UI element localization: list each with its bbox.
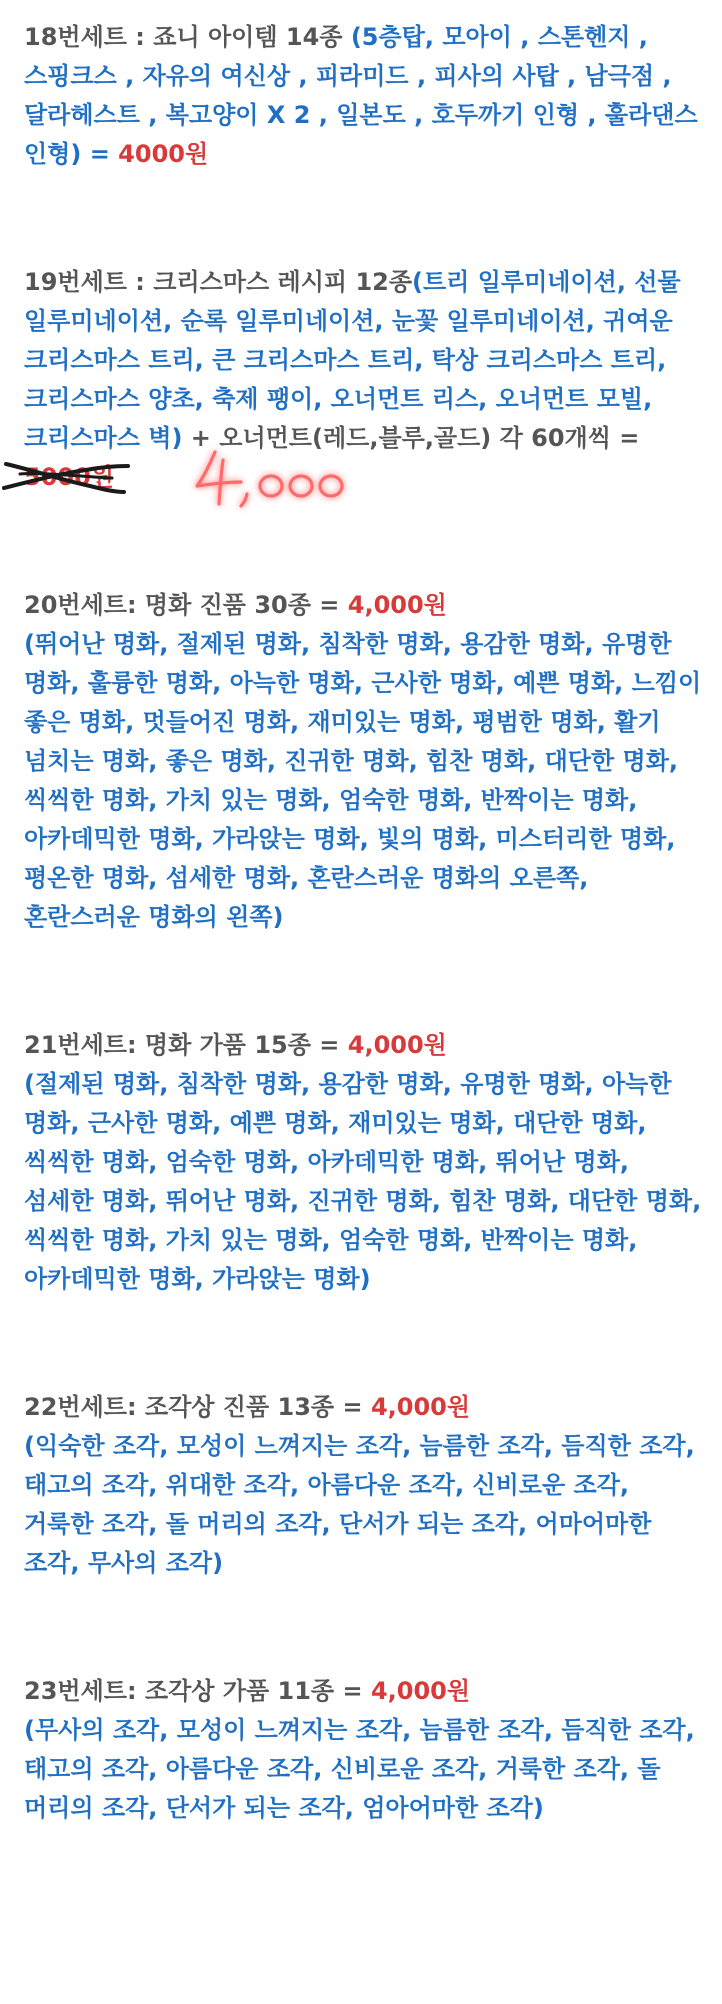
- set-22-items: (익숙한 조각, 모성이 느껴지는 조각, 늠름한 조각, 듬직한 조각, 태고의 조각, 위대한 조각, 아름다운 조각, 신비로운 조각, 거룩한 조각, 돌 머리의 조각, 단서가 되는 조각, 어마어마한 조각, 무사의 조각): [24, 1432, 695, 1577]
- set-23-header: 23번세트: 조각상 가품 11종 =: [24, 1677, 371, 1705]
- set-22-price: 4,000원: [370, 1393, 471, 1421]
- set-18-items: (5층탑, 모아이 , 스톤헨지 , 스핑크스 , 자유의 여신상 , 피라미드 , 피사의 사탑 , 남극점 , 달라헤스트 , 복고양이 X 2 , 일본도 , 호두까기 인형 , 훌라댄스 인형) =: [24, 23, 698, 168]
- set-18: [24, 18, 704, 174]
- set-22: [24, 1388, 704, 1583]
- set-22-header: 22번세트: 조각상 진품 13종 =: [24, 1393, 371, 1421]
- set-18-price: 4000원: [118, 140, 209, 168]
- set-23: [24, 1672, 704, 1828]
- set-19: [24, 263, 704, 497]
- set-20: [24, 586, 704, 937]
- set-21-header: 21번세트: 명화 가품 15종 =: [24, 1031, 348, 1059]
- set-19-price-wrap: [24, 458, 114, 497]
- set-22-title: [24, 1388, 704, 1427]
- set-19-text: [24, 263, 704, 497]
- set-20-items: (뛰어난 명화, 절제된 명화, 침착한 명화, 용감한 명화, 유명한 명화, 훌륭한 명화, 아늑한 명화, 근사한 명화, 예쁜 명화, 느낌이 좋은 명화, 멋들어진 명화, 재미있는 명화, 평범한 명화, 활기 넘치는 명화, 좋은 명화, 진귀한 명화, 힘찬 명화, 대단한 명화, 씩씩한 명화, 가치 있는 명화, 엄숙한 명화, 반짝이는 명화, 아카데믹한 명화, 가라앉는 명화, 빛의 명화, 미스터리한 명화, 평온한 명화, 섬세한 명화, 혼란스러운 명화의 오른쪽, 혼란스러운 명화의 왼쪽): [24, 630, 702, 931]
- set-19-header: 19번세트 : 크리스마스 레시피 12종: [24, 268, 413, 296]
- set-21-items: (절제된 명화, 침착한 명화, 용감한 명화, 유명한 명화, 아늑한 명화, 근사한 명화, 예쁜 명화, 재미있는 명화, 대단한 명화, 씩씩한 명화, 엄숙한 명화, 아카데믹한 명화, 뛰어난 명화, 섬세한 명화, 뛰어난 명화, 진귀한 명화, 힘찬 명화, 대단한 명화, 씩씩한 명화, 가치 있는 명화, 엄숙한 명화, 반짝이는 명화, 아카데믹한 명화, 가라앉는 명화): [24, 1070, 702, 1293]
- set-list: [24, 18, 704, 1917]
- set-18-header: 18번세트 : 죠니 아이템 14종: [24, 23, 351, 51]
- set-19-items: (트리 일루미네이션, 선물 일루미네이션, 순록 일루미네이션, 눈꽃 일루미네이션, 귀여운 크리스마스 트리, 큰 크리스마스 트리, 탁상 크리스마스 트리, 크리스마스 양초, 축제 팽이, 오너먼트 리스, 오너먼트 모빌, 크리스마스 벽): [24, 268, 681, 452]
- set-20-price: 4,000원: [347, 591, 447, 619]
- set-21-title: [24, 1026, 704, 1065]
- set-23-price: 4,000원: [370, 1677, 471, 1705]
- set-20-header: 20번세트: 명화 진품 30종 =: [24, 591, 348, 619]
- set-23-items: (무사의 조각, 모성이 느껴지는 조각, 늠름한 조각, 듬직한 조각, 태고의 조각, 아름다운 조각, 신비로운 조각, 거룩한 조각, 돌 머리의 조각, 단서가 되는 조각, 엄아어마한 조각): [24, 1716, 695, 1822]
- set-21-price: 4,000원: [347, 1031, 447, 1059]
- handwritten-new-price: [189, 446, 359, 508]
- set-18-text: [24, 18, 704, 174]
- set-21: [24, 1026, 704, 1299]
- set-19-tail: + 오너먼트(레드,블루,골드) 각 60개씩 =: [182, 424, 640, 452]
- set-23-title: [24, 1672, 704, 1711]
- set-20-title: [24, 586, 704, 625]
- set-19-old-price: 5000원: [24, 463, 114, 491]
